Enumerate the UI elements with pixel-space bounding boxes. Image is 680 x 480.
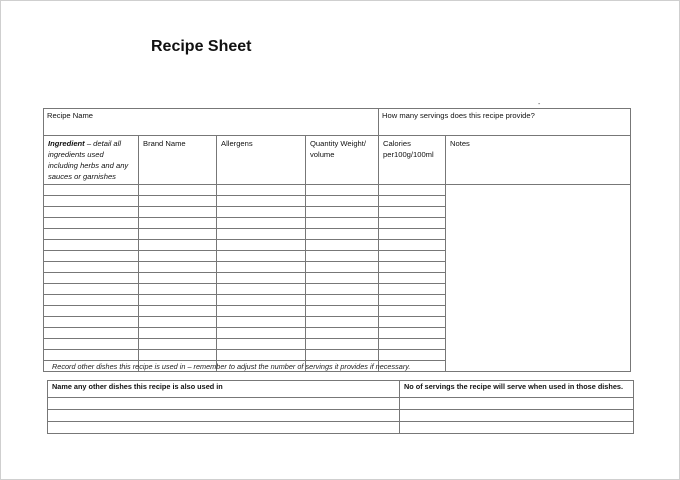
recipe-table bbox=[43, 108, 631, 372]
quantity-cell[interactable] bbox=[306, 207, 379, 218]
brand-name-cell[interactable] bbox=[139, 218, 217, 229]
ingredient-cell[interactable] bbox=[44, 262, 139, 273]
allergens-cell[interactable] bbox=[217, 262, 306, 273]
stray-mark: - bbox=[538, 101, 541, 108]
quantity-cell[interactable] bbox=[306, 273, 379, 284]
allergens-cell[interactable] bbox=[217, 185, 306, 196]
calories-cell[interactable] bbox=[379, 295, 446, 306]
ingredient-cell[interactable] bbox=[44, 218, 139, 229]
table-row bbox=[48, 422, 634, 434]
quantity-cell[interactable] bbox=[306, 339, 379, 350]
quantity-cell[interactable] bbox=[306, 251, 379, 262]
other-dish-servings-cell[interactable] bbox=[400, 410, 634, 422]
brand-name-cell[interactable] bbox=[139, 207, 217, 218]
other-dish-name-cell[interactable] bbox=[48, 422, 400, 434]
allergens-cell[interactable] bbox=[217, 240, 306, 251]
other-dishes-name-header: Name any other dishes this recipe is also used in bbox=[48, 381, 400, 398]
quantity-cell[interactable] bbox=[306, 185, 379, 196]
ingredient-header-bold: Ingredient bbox=[48, 139, 85, 148]
quantity-cell[interactable] bbox=[306, 240, 379, 251]
calories-cell[interactable] bbox=[379, 207, 446, 218]
notes-header: Notes bbox=[446, 136, 631, 185]
other-dishes-servings-header: No of servings the recipe will serve when used in those dishes. bbox=[400, 381, 634, 398]
calories-cell[interactable] bbox=[379, 284, 446, 295]
ingredient-cell[interactable] bbox=[44, 207, 139, 218]
ingredient-cell[interactable] bbox=[44, 229, 139, 240]
servings-label: How many servings does this recipe provide? bbox=[382, 111, 535, 120]
calories-cell[interactable] bbox=[379, 328, 446, 339]
brand-name-cell[interactable] bbox=[139, 317, 217, 328]
allergens-cell[interactable] bbox=[217, 196, 306, 207]
quantity-cell[interactable] bbox=[306, 317, 379, 328]
calories-cell[interactable] bbox=[379, 339, 446, 350]
allergens-cell[interactable] bbox=[217, 350, 306, 361]
ingredient-header-note: – detail all ingredients used including herbs and any sauces or garnishes bbox=[48, 139, 129, 181]
ingredient-cell[interactable] bbox=[44, 251, 139, 262]
calories-cell[interactable] bbox=[379, 196, 446, 207]
brand-name-cell[interactable] bbox=[139, 328, 217, 339]
servings-field[interactable] bbox=[379, 109, 631, 136]
ingredient-cell[interactable] bbox=[44, 317, 139, 328]
allergens-cell[interactable] bbox=[217, 317, 306, 328]
calories-header: Calories per100g/100ml bbox=[379, 136, 446, 185]
brand-name-cell[interactable] bbox=[139, 251, 217, 262]
brand-name-cell[interactable] bbox=[139, 306, 217, 317]
ingredient-header bbox=[44, 136, 139, 185]
allergens-cell[interactable] bbox=[217, 306, 306, 317]
notes-cell[interactable] bbox=[446, 185, 631, 372]
allergens-cell[interactable] bbox=[217, 218, 306, 229]
allergens-cell[interactable] bbox=[217, 328, 306, 339]
quantity-cell[interactable] bbox=[306, 306, 379, 317]
brand-name-cell[interactable] bbox=[139, 284, 217, 295]
allergens-cell[interactable] bbox=[217, 207, 306, 218]
brand-name-cell[interactable] bbox=[139, 295, 217, 306]
ingredient-cell[interactable] bbox=[44, 284, 139, 295]
brand-name-cell[interactable] bbox=[139, 262, 217, 273]
calories-cell[interactable] bbox=[379, 262, 446, 273]
brand-name-cell[interactable] bbox=[139, 196, 217, 207]
ingredient-cell[interactable] bbox=[44, 295, 139, 306]
allergens-cell[interactable] bbox=[217, 273, 306, 284]
other-dishes-instruction: Record other dishes this recipe is used in – remember to adjust the number of servings it provides if necessary. bbox=[52, 362, 411, 371]
quantity-cell[interactable] bbox=[306, 218, 379, 229]
allergens-cell[interactable] bbox=[217, 251, 306, 262]
ingredient-cell[interactable] bbox=[44, 240, 139, 251]
ingredient-cell[interactable] bbox=[44, 328, 139, 339]
calories-cell[interactable] bbox=[379, 317, 446, 328]
brand-name-cell[interactable] bbox=[139, 185, 217, 196]
ingredient-cell[interactable] bbox=[44, 273, 139, 284]
ingredient-cell[interactable] bbox=[44, 339, 139, 350]
ingredient-cell[interactable] bbox=[44, 350, 139, 361]
calories-cell[interactable] bbox=[379, 350, 446, 361]
calories-cell[interactable] bbox=[379, 306, 446, 317]
ingredient-cell[interactable] bbox=[44, 196, 139, 207]
allergens-cell[interactable] bbox=[217, 284, 306, 295]
calories-cell[interactable] bbox=[379, 251, 446, 262]
table-row bbox=[48, 410, 634, 422]
calories-cell[interactable] bbox=[379, 218, 446, 229]
allergens-cell[interactable] bbox=[217, 339, 306, 350]
calories-cell[interactable] bbox=[379, 273, 446, 284]
allergens-header: Allergens bbox=[217, 136, 306, 185]
page-title: Recipe Sheet bbox=[151, 38, 252, 55]
allergens-cell[interactable] bbox=[217, 229, 306, 240]
recipe-name-label: Recipe Name bbox=[47, 111, 94, 120]
other-dish-servings-cell[interactable] bbox=[400, 398, 634, 410]
ingredient-cell[interactable] bbox=[44, 185, 139, 196]
quantity-cell[interactable] bbox=[306, 229, 379, 240]
other-dish-servings-cell[interactable] bbox=[400, 422, 634, 434]
table-row bbox=[48, 398, 634, 410]
calories-cell[interactable] bbox=[379, 229, 446, 240]
quantity-cell[interactable] bbox=[306, 196, 379, 207]
brand-name-cell[interactable] bbox=[139, 339, 217, 350]
other-dishes-table bbox=[47, 380, 634, 434]
allergens-cell[interactable] bbox=[217, 295, 306, 306]
brand-name-header: Brand Name bbox=[139, 136, 217, 185]
table-row bbox=[44, 185, 631, 196]
ingredient-cell[interactable] bbox=[44, 306, 139, 317]
quantity-cell[interactable] bbox=[306, 262, 379, 273]
calories-cell[interactable] bbox=[379, 240, 446, 251]
quantity-cell[interactable] bbox=[306, 328, 379, 339]
quantity-cell[interactable] bbox=[306, 350, 379, 361]
quantity-header: Quantity Weight/ volume bbox=[306, 136, 379, 185]
brand-name-cell[interactable] bbox=[139, 240, 217, 251]
recipe-name-field[interactable] bbox=[44, 109, 379, 136]
brand-name-cell[interactable] bbox=[139, 350, 217, 361]
other-dish-name-cell[interactable] bbox=[48, 398, 400, 410]
quantity-cell[interactable] bbox=[306, 284, 379, 295]
brand-name-cell[interactable] bbox=[139, 229, 217, 240]
brand-name-cell[interactable] bbox=[139, 273, 217, 284]
other-dish-name-cell[interactable] bbox=[48, 410, 400, 422]
calories-cell[interactable] bbox=[379, 185, 446, 196]
quantity-cell[interactable] bbox=[306, 295, 379, 306]
